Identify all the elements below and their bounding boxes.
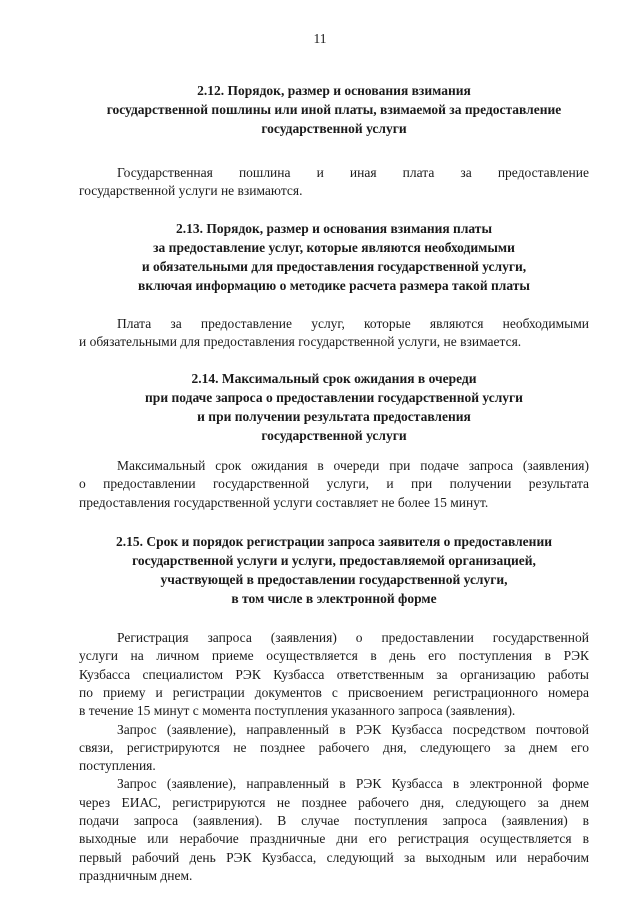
paragraph-line: связи, регистрируются не позднее рабочего дня, следующего за днем его [79, 739, 589, 755]
paragraph [79, 629, 589, 720]
heading-line: 2.14. Максимальный срок ожидания в очереди [191, 371, 477, 387]
heading-line: и при получении результата предоставления [197, 409, 471, 425]
paragraph-line: по приему и регистрации документов с присвоением регистрационного номера [79, 684, 589, 700]
heading-line: государственной услуги и услуги, предоставляемой организацией, [132, 553, 536, 569]
heading-line: участвующей в предоставлении государственной услуги, [160, 572, 508, 588]
paragraph-line: в течение 15 минут с момента поступления указанного запроса (заявления). [79, 703, 516, 719]
heading-line: и обязательными для предоставления государственной услуги, [141, 258, 527, 274]
paragraph-line: через ЕИАС, регистрируются не позднее рабочего дня, следующего за днем [79, 794, 589, 810]
paragraph [79, 457, 589, 512]
paragraph-line: и обязательными для предоставления государственной услуги, не взимается. [79, 333, 522, 349]
section-2-12 [79, 81, 589, 201]
paragraph-line: Государственная пошлина и иная плата за предоставление [117, 165, 589, 180]
paragraph-line: подачи запроса (заявления). В случае поступления запроса (заявления) в [79, 813, 589, 829]
heading-line: 2.15. Срок и порядок регистрации запроса заявителя о предоставлении [115, 534, 553, 550]
heading-line: включая информацию о методике расчета размера такой платы [138, 277, 530, 293]
paragraph-line: Максимальный срок ожидания в очереди при подаче запроса (заявления) [117, 458, 589, 474]
heading-line: при подаче запроса о предоставлении государственной услуги [145, 390, 523, 406]
heading-line: государственной услуги [261, 428, 407, 444]
section-2-15 [79, 532, 589, 885]
section-2-13 [79, 219, 589, 352]
section-heading [79, 369, 589, 445]
paragraph-line: предоставления государственной услуги составляет не более 15 минут. [79, 494, 489, 510]
paragraph [79, 164, 589, 201]
paragraph-line: Запрос (заявление), направленный в РЭК Кузбасса в электронной форме [117, 776, 589, 792]
paragraph [79, 775, 589, 885]
heading-line: государственной услуги [261, 121, 407, 136]
heading-line: в том числе в электронной форме [231, 591, 437, 607]
paragraph-line: первый рабочий день РЭК Кузбасса, следующий за выходным или нерабочим [79, 849, 589, 865]
section-2-14 [79, 369, 589, 512]
paragraph [79, 315, 589, 352]
section-heading [79, 81, 589, 138]
paragraph-line: Плата за предоставление услуг, которые являются необходимыми [117, 315, 589, 331]
document-body [79, 81, 589, 885]
paragraph-line: о предоставлении государственной услуги, и при получении результата [79, 476, 589, 492]
paragraph-line: Запрос (заявление), направленный в РЭК Кузбасса посредством почтовой [117, 721, 589, 737]
heading-line: за предоставление услуг, которые являются необходимыми [153, 239, 515, 255]
paragraph-line: государственной услуги не взимаются. [79, 183, 303, 199]
heading-line: государственной пошлины или иной платы, взимаемой за предоставление [106, 102, 562, 117]
heading-line: 2.12. Порядок, размер и основания взимания [197, 83, 471, 98]
paragraph-line: выходные или нерабочие праздничные дни его регистрация осуществляется в [79, 831, 589, 847]
paragraph-line: Кузбасса специалистом РЭК Кузбасса ответственным за организацию работы [79, 666, 589, 682]
paragraph-line: Регистрация запроса (заявления) о предоставлении государственной [117, 630, 589, 646]
section-heading [79, 219, 589, 295]
page-number: 11 [313, 31, 327, 46]
paragraph-line: поступления. [79, 758, 156, 774]
paragraph-line: услуги на личном приеме осуществляется в день его поступления в РЭК [79, 648, 589, 664]
section-heading [79, 532, 589, 608]
paragraph-line: праздничным днем. [79, 867, 193, 883]
heading-line: 2.13. Порядок, размер и основания взимания платы [176, 220, 492, 236]
paragraph [79, 721, 589, 776]
